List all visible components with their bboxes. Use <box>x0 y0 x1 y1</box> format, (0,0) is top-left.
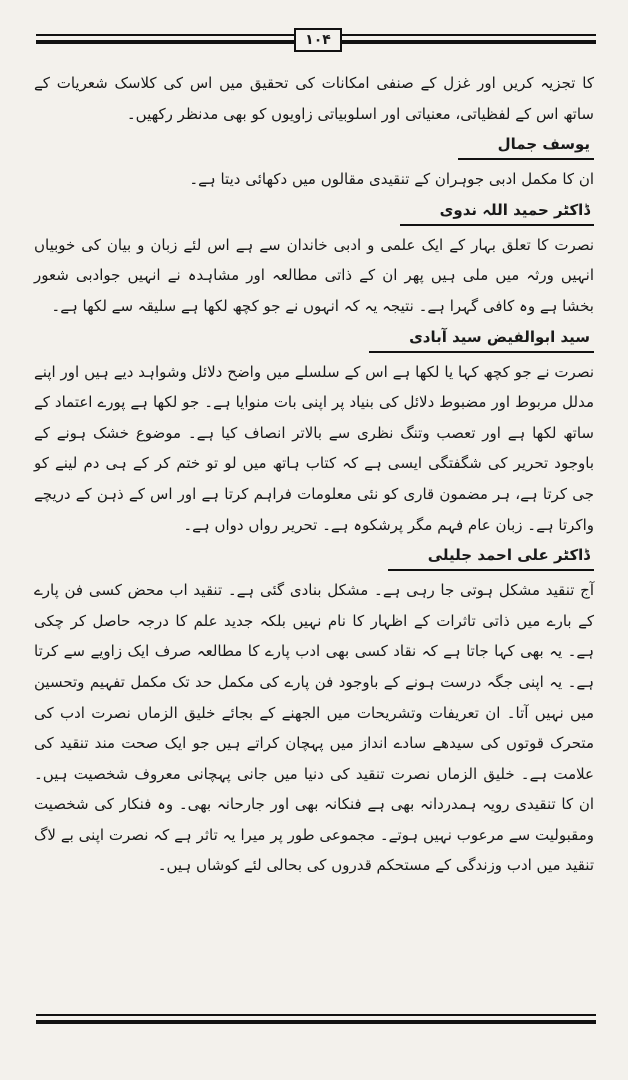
author-name: سید ابوالفیض سید آبادی <box>369 324 594 353</box>
footer-rule-thin <box>36 1014 596 1016</box>
author-name: ڈاکٹر حمید اللہ ندوی <box>400 197 594 226</box>
signature-line <box>34 131 594 160</box>
paragraph: نصرت کا تعلق بہار کے ایک علمی و ادبی خاندان سے ہے اس لئے زبان و بیان کی خوبیاں انہیں ورثہ میں ملی ہیں پھر ان کے ذاتی مطالعہ اور مشاہدہ نے انہیں جوادبی شعور بخشا ہے وہ کافی گہرا ہے۔ نتیجہ یہ کہ انہوں نے جو کچھ لکھا ہے سلیقہ سے لکھا ہے۔ <box>34 235 594 315</box>
footer-rule-thick <box>36 1020 596 1024</box>
paragraph: نصرت نے جو کچھ کہا یا لکھا ہے اس کے سلسلے میں واضح دلائل وشواہد دیے ہیں اور اپنے مدلل مربوط اور مضبوط دلائل کی بنیاد پر اپنی بات منوایا ہے۔ جو لکھا ہے پورے اعتماد کے ساتھ لکھا ہے اور تعصب وتنگ نظری سے بالاتر انصاف کیا ہے۔ موضوع خشک ہونے کے باوجود تحریر کی شگفتگی ایسی ہے کہ کتاب ہاتھ میں لو تو ختم کر کے ہی دم لینے کو جی کرتا ہے، ہر مضمون قاری کو نئی معلومات فراہم کرتا ہے اور اس کے ذہن کے دریچے واکرتا ہے۔ زبان عام فہم مگر پرشکوہ ہے۔ تحریر رواں دواں ہے۔ <box>34 362 594 534</box>
signature-line <box>34 542 594 571</box>
paragraph: کا تجزیہ کریں اور غزل کے صنفی امکانات کی تحقیق میں اس کی کلاسک شعریات کے ساتھ اس کے لفظیاتی، معنیاتی اور اسلوبیاتی زاویوں کو بھی مدنظر رکھیں۔ <box>34 74 594 123</box>
paragraph: آج تنقید مشکل ہوتی جا رہی ہے۔ مشکل بنادی گئی ہے۔ تنقید اب محض کسی فن پارے کے بارے میں ذاتی تاثرات کے اظہار کا نام نہیں بلکہ جدید علم کا درجہ حاصل کر چکی ہے۔ یہ بھی کہا جاتا ہے کہ نقاد کسی بھی ادب پارے کا مطالعہ صرف ایک زاویے سے کرتا ہے۔ یہ اپنی جگہ درست ہونے کے باوجود فن پارے کی مکمل حد تک مکمل تفہیم وتحسین میں نہیں آتا۔ ان تعریفات وتشریحات میں الجھنے کے بجائے خلیق الزماں نصرت ادب کی متحرک قوتوں کی سیدھے سادے انداز میں پہچان کراتے ہیں جو ایک صحت مند تنقید کی علامت ہے۔ خلیق الزماں نصرت تنقید کی دنیا میں جانی پہچانی معروف شخصیت ہیں۔ ان کا تنقیدی رویہ ہمدردانہ بھی ہے فنکانہ بھی اور جارحانہ بھی۔ وہ فنکار کی شخصیت ومقبولیت سے مرعوب نہیں ہوتے۔ مجموعی طور پر میرا یہ تاثر ہے کہ نصرت اپنی بے لاگ تنقید میں ادب وزندگی کے مستحکم قدروں کی بحالی لئے کوشاں ہیں۔ <box>34 581 594 875</box>
author-name: یوسف جمال <box>458 131 594 160</box>
page-number: ۱۰۴ <box>294 28 342 52</box>
paragraph: ان کا مکمل ادبی جوہران کے تنقیدی مقالوں میں دکھائی دیتا ہے۔ <box>189 170 594 189</box>
signature-line <box>34 324 594 353</box>
author-name: ڈاکٹر علی احمد جلیلی <box>388 542 594 571</box>
page-body <box>34 68 594 881</box>
signature-line <box>34 197 594 226</box>
